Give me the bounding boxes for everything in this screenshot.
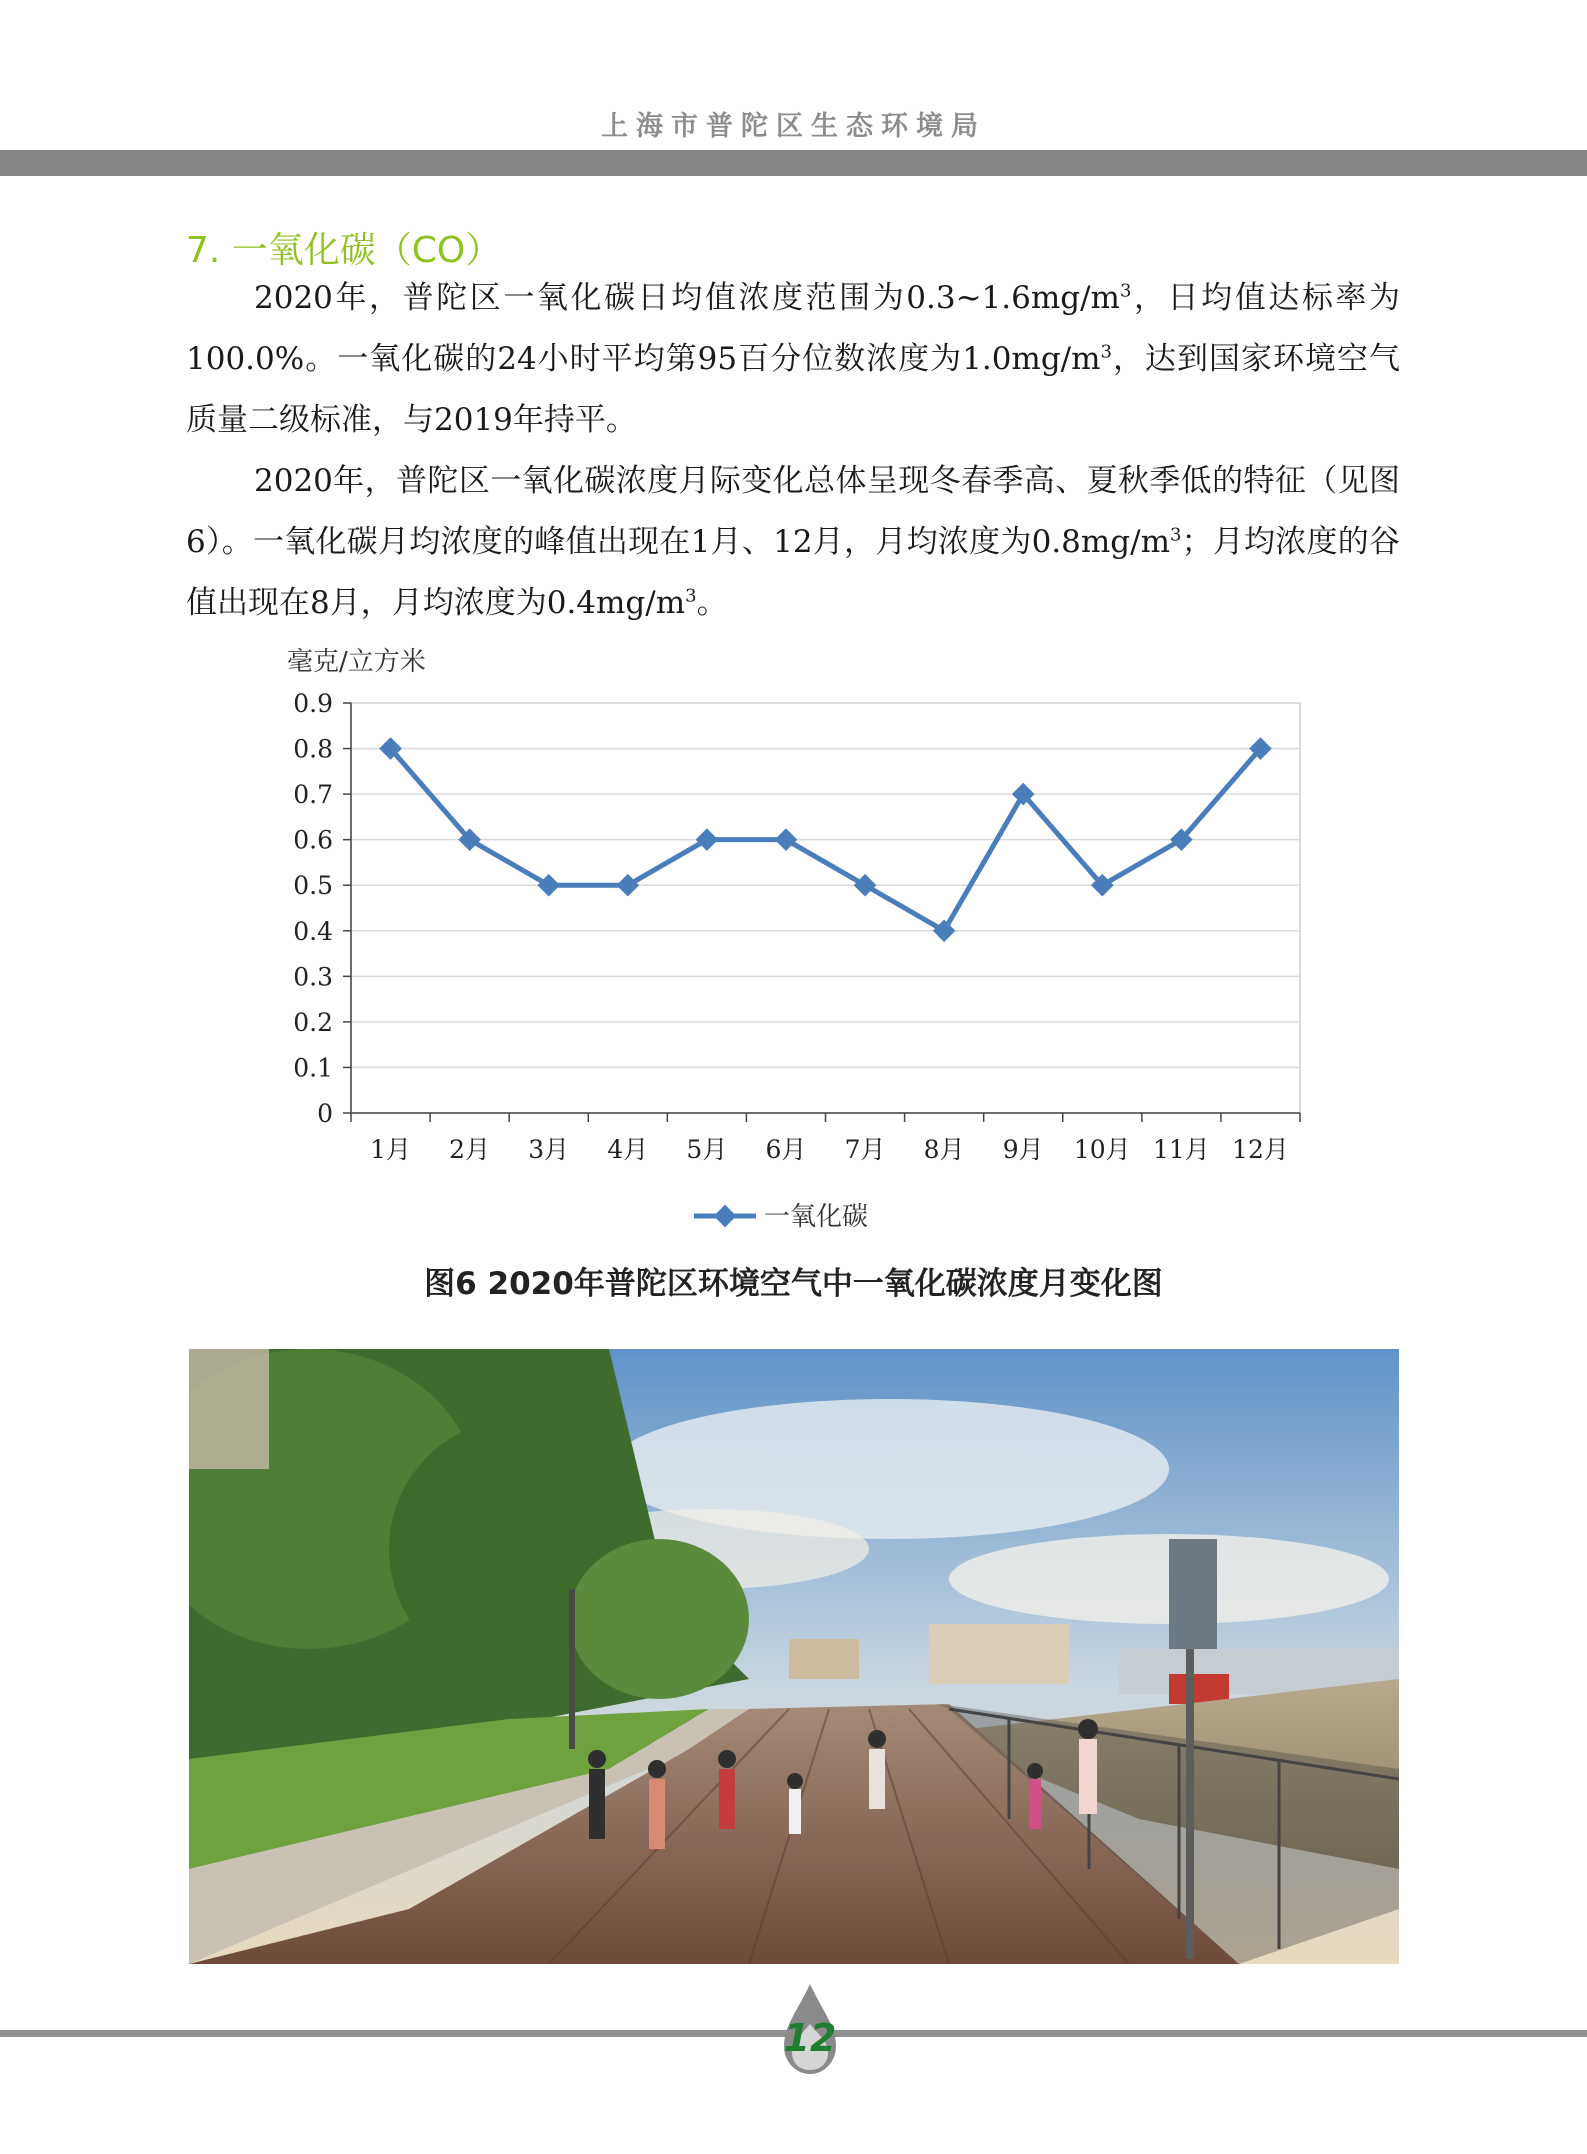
superscript: 3 — [1170, 524, 1182, 546]
legend-label: 一氧化碳 — [764, 1202, 869, 1232]
data-point — [854, 874, 877, 897]
riverside-walkway-photo — [189, 1349, 1399, 1964]
photo-illustration — [189, 1349, 1399, 1964]
x-tick-label: 10月 — [1073, 1135, 1131, 1164]
paragraph-2-text-b: ；月均浓度的谷值出现在8月，月均浓度为0.4mg/m — [186, 524, 1400, 621]
paragraph-2-text-c: 。 — [696, 585, 728, 621]
data-point — [537, 874, 560, 897]
y-tick-label: 0 — [317, 1099, 333, 1128]
paragraph-1-text-b: ，日均值达标率为100.0%。一氧化碳的24小时平均第95百分位数浓度为1.0mg/m — [186, 280, 1401, 377]
data-point — [696, 828, 719, 851]
y-tick-label: 0.8 — [293, 734, 333, 764]
data-point — [933, 919, 956, 942]
x-tick-label: 1月 — [370, 1135, 411, 1164]
x-tick-label: 6月 — [765, 1135, 807, 1164]
y-tick-label: 0.1 — [293, 1053, 333, 1083]
superscript: 3 — [1119, 280, 1132, 302]
y-tick-label: 0.3 — [293, 962, 333, 992]
paragraph-2 — [186, 451, 1400, 634]
paragraph-2-text-a: 2020年，普陀区一氧化碳浓度月际变化总体呈现冬春季高、夏秋季低的特征（见图6）。一氧化碳月均浓度的峰值出现在1月、12月，月均浓度为0.8mg/m — [186, 463, 1400, 560]
data-point — [616, 874, 639, 897]
y-tick-label: 0.2 — [293, 1007, 333, 1037]
y-tick-label: 0.7 — [293, 780, 333, 810]
y-tick-label: 0.9 — [293, 689, 333, 718]
superscript: 3 — [685, 585, 697, 607]
superscript: 3 — [1100, 341, 1112, 363]
paragraph-1-text-a: 2020年，普陀区一氧化碳日均值浓度范围为0.3~1.6mg/m — [254, 280, 1120, 316]
x-tick-label: 7月 — [844, 1135, 886, 1164]
page-number: 12 — [783, 2016, 837, 2060]
x-tick-label: 2月 — [449, 1135, 491, 1164]
x-tick-label: 12月 — [1232, 1135, 1289, 1164]
y-tick-label: 0.6 — [293, 825, 333, 855]
paragraph-1 — [186, 268, 1400, 451]
section-heading: 7. 一氧化碳（CO） — [186, 230, 502, 271]
header-title: 上海市普陀区生态环境局 — [601, 111, 986, 142]
paragraph-1-text-c: ，达到国家环境空气质量二级标准，与2019年持平。 — [186, 341, 1401, 438]
plot-area-border — [351, 703, 1300, 1113]
chart-svg — [270, 640, 1330, 1240]
x-tick-label: 9月 — [1002, 1135, 1044, 1164]
y-tick-label: 0.4 — [293, 916, 333, 946]
legend-marker — [714, 1205, 737, 1228]
x-tick-label: 11月 — [1152, 1135, 1210, 1164]
y-axis-unit-label: 毫克/立方米 — [287, 647, 426, 677]
y-tick-label: 0.5 — [293, 871, 333, 901]
x-tick-label: 3月 — [528, 1135, 570, 1164]
data-point — [775, 828, 798, 851]
x-tick-label: 8月 — [923, 1135, 965, 1164]
x-tick-label: 4月 — [607, 1135, 649, 1164]
header-bar — [0, 150, 1587, 176]
x-tick-label: 5月 — [686, 1135, 728, 1164]
line-chart — [270, 640, 1330, 1240]
figure-caption: 图6 2020年普陀区环境空气中一氧化碳浓度月变化图 — [424, 1266, 1163, 1302]
